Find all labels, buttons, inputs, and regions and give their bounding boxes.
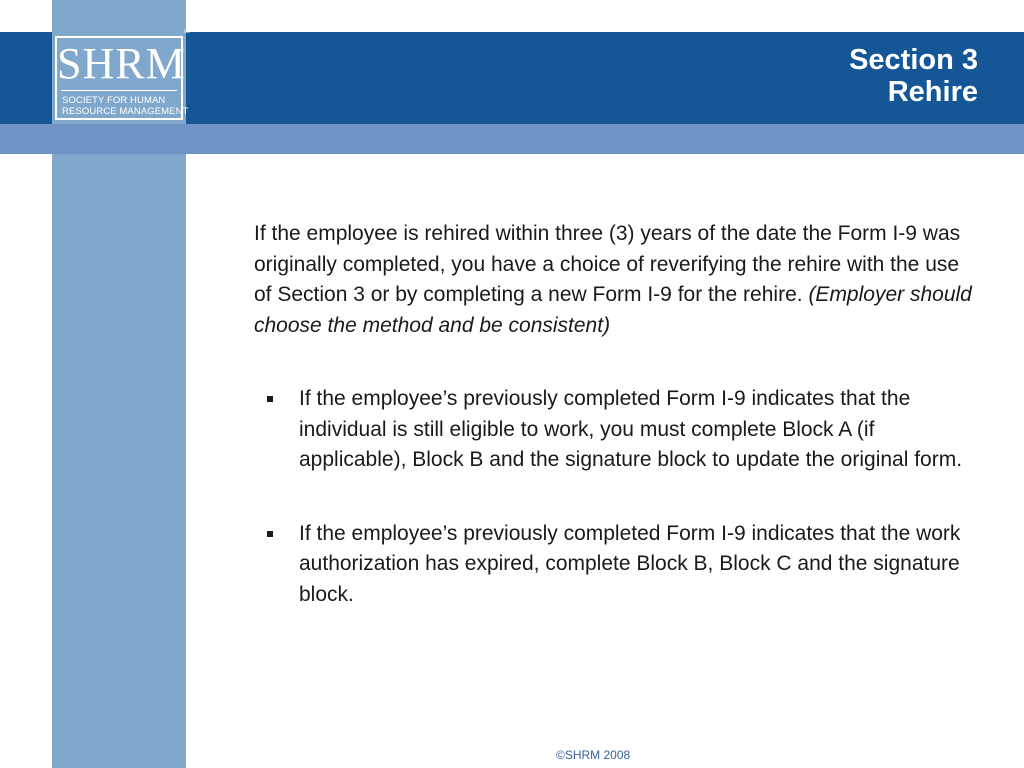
slide-title	[849, 44, 978, 108]
logo-tagline-line1: SOCIETY FOR HUMAN	[62, 95, 166, 106]
square-bullet-icon	[267, 396, 273, 402]
intro-paragraph	[254, 219, 982, 341]
bullet-item-2	[254, 519, 982, 611]
intro-text: If the employee is rehired within three (3) years of the date the Form I-9 was originally completed, you have a choice of reverifying the rehire with the use of Section 3 or by completing a new Form I-9 for the rehire.	[254, 222, 961, 306]
shrm-logo	[52, 30, 190, 124]
logo-wordmark: SHRM	[57, 39, 186, 88]
subheader-band	[0, 124, 1024, 154]
intro-italic-note: (Employer should choose the method and be consistent)	[254, 283, 972, 337]
bullet-list	[254, 384, 982, 610]
logo-frame	[55, 36, 189, 120]
logo-divider	[61, 90, 177, 91]
trademark-symbol: ™	[183, 30, 190, 37]
logo-tagline-line2: RESOURCE MANAGEMENT	[62, 106, 189, 117]
bullet-text-1: If the employee’s previously completed Form I-9 indicates that the individual is still eligible to work, you must complete Block A (if applicable), Block B and the signature block to update the original form.	[299, 387, 963, 471]
footer-copyright: ©SHRM 2008	[556, 748, 631, 762]
slide-title-line2: Rehire	[887, 76, 978, 108]
slide-title-line1: Section 3	[849, 44, 978, 76]
bullet-item-1	[254, 384, 982, 476]
slide-body	[254, 219, 982, 610]
bullet-text-2: If the employee’s previously completed Form I-9 indicates that the work authorization has expired, complete Block B, Block C and the signature block.	[299, 521, 961, 606]
square-bullet-icon	[267, 531, 273, 537]
